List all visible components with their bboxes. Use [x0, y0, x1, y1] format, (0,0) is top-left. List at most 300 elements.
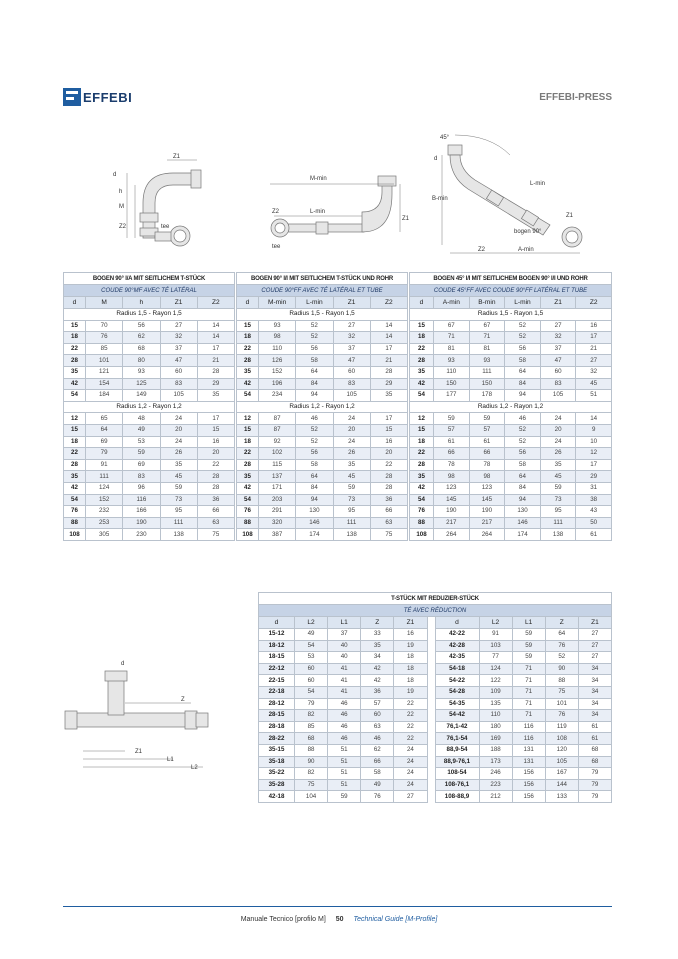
- table-cell: 116: [123, 494, 160, 506]
- fig3-label-bogen90: bogen 90°: [514, 229, 542, 235]
- table-cell: 138: [160, 529, 197, 541]
- table-cell: 83: [333, 378, 370, 390]
- table-cell: 35-28: [259, 779, 295, 791]
- table-cell: 27: [333, 320, 370, 332]
- table-cell: 22-12: [259, 663, 295, 675]
- table-row: [259, 686, 612, 698]
- table-cell: 82: [295, 768, 328, 780]
- table-cell: 108: [545, 733, 578, 745]
- table-cell: 15: [237, 320, 259, 332]
- table-cell: 88: [237, 517, 259, 529]
- table-cell: 110: [259, 343, 296, 355]
- column-header: Z2: [576, 297, 612, 309]
- table-cell: 18-15: [259, 652, 295, 664]
- table-cell: 102: [259, 448, 296, 460]
- table-cell: 108: [410, 529, 434, 541]
- table-cell: 79: [295, 698, 328, 710]
- table-cell: 43: [576, 506, 612, 518]
- table-cell: 66: [197, 506, 234, 518]
- table-header-row: [64, 297, 235, 309]
- table-cell: 42: [410, 482, 434, 494]
- table-cell: 154: [86, 378, 123, 390]
- fig2-label-mmin: M-min: [310, 176, 327, 182]
- table-cell: 63: [197, 517, 234, 529]
- section-header-cell: Radius 1,2 - Rayon 1,2: [64, 401, 235, 413]
- table-cell: 152: [259, 366, 296, 378]
- table-cell: 58: [505, 355, 541, 367]
- table-cell: 46: [328, 733, 361, 745]
- table-cell: 24: [394, 779, 427, 791]
- table-cell: 16: [576, 320, 612, 332]
- table-cell: 264: [434, 529, 470, 541]
- table-cell: 54: [410, 494, 434, 506]
- table-cell: 60: [160, 366, 197, 378]
- table-cell: 84: [296, 378, 333, 390]
- table-row: [259, 698, 612, 710]
- table-row: [64, 506, 235, 518]
- table-cell: 47: [160, 355, 197, 367]
- table-cell: 34: [578, 686, 611, 698]
- table-cell: 24: [540, 436, 576, 448]
- table-cell: 156: [512, 779, 545, 791]
- table-cell: 95: [540, 506, 576, 518]
- table-cell: 34: [361, 652, 394, 664]
- table-row: [237, 355, 408, 367]
- table-cell: 20: [160, 424, 197, 436]
- table-cell: 29: [197, 378, 234, 390]
- table-cell: 91: [479, 629, 512, 641]
- table-row: [259, 652, 612, 664]
- table-header-row: [259, 617, 612, 629]
- table-cell: 96: [123, 482, 160, 494]
- table-cell: 14: [370, 332, 407, 344]
- company-logo: [63, 88, 132, 106]
- table-cell: 35: [237, 366, 259, 378]
- table-cell: 69: [86, 436, 123, 448]
- table-cell: 27: [578, 640, 611, 652]
- table-row: [64, 482, 235, 494]
- table-cell: 22: [64, 343, 86, 355]
- table-cell: 10: [576, 436, 612, 448]
- table-cell: 137: [259, 471, 296, 483]
- table-cell: 52: [545, 652, 578, 664]
- table-cell: 19: [394, 686, 427, 698]
- table-cell: 52: [505, 424, 541, 436]
- table-cell: 18: [394, 675, 427, 687]
- table-cell: 108: [64, 529, 86, 541]
- table-row: [410, 448, 612, 460]
- table-cell: 71: [434, 332, 470, 344]
- table-cell: 59: [328, 791, 361, 803]
- table-cell: 173: [479, 756, 512, 768]
- table-cell: 35: [410, 366, 434, 378]
- table-row: [64, 517, 235, 529]
- table-cell: 22: [394, 733, 427, 745]
- table-row: [64, 424, 235, 436]
- table-cell: 35-22: [259, 768, 295, 780]
- table-cell: 52: [296, 424, 333, 436]
- table-cell: 28: [410, 459, 434, 471]
- section-header: [237, 401, 408, 413]
- table-row: [259, 744, 612, 756]
- table-row: [410, 320, 612, 332]
- table-cell: 28: [410, 355, 434, 367]
- table-cell: 133: [545, 791, 578, 803]
- table-cell: 131: [512, 744, 545, 756]
- table-cell: 88,9-54: [435, 744, 479, 756]
- table-cell: 108-76,1: [435, 779, 479, 791]
- column-gap: [427, 663, 435, 675]
- table-cell: 53: [295, 652, 328, 664]
- table-cell: 76: [86, 332, 123, 344]
- table-cell: 109: [479, 686, 512, 698]
- table-cell: 94: [505, 390, 541, 402]
- table-cell: 12: [64, 413, 86, 425]
- section-header-cell: Radius 1,2 - Rayon 1,2: [410, 401, 612, 413]
- table-cell: 78: [434, 459, 470, 471]
- table-row: [237, 471, 408, 483]
- table-cell: 38: [576, 494, 612, 506]
- column-header: L2: [479, 617, 512, 629]
- column-header: d: [259, 617, 295, 629]
- fig4-label-z: Z: [181, 697, 185, 703]
- table-subtitle-cell: COUDE 90°FF AVEC TÉ LATÉRAL ET TUBE: [237, 285, 408, 297]
- table-cell: 64: [296, 471, 333, 483]
- table-cell: 41: [328, 675, 361, 687]
- table-subtitle: [259, 605, 612, 617]
- fig3-label-amin: A-min: [518, 247, 534, 253]
- table-cell: 60: [333, 366, 370, 378]
- table-row: [259, 721, 612, 733]
- table-cell: 28-18: [259, 721, 295, 733]
- table-row: [259, 710, 612, 722]
- table-row: [410, 413, 612, 425]
- table-cell: 58: [296, 459, 333, 471]
- table-row: [259, 640, 612, 652]
- table-cell: 203: [259, 494, 296, 506]
- table-title: [64, 273, 235, 285]
- table-reducing-tee: [258, 592, 612, 803]
- table-cell: 35: [64, 471, 86, 483]
- column-header: d: [410, 297, 434, 309]
- fig2-label-z1: Z1: [402, 216, 410, 222]
- table-cell: 76: [361, 791, 394, 803]
- table-cell: 190: [434, 506, 470, 518]
- table-cell: 29: [370, 378, 407, 390]
- table-cell: 28: [197, 366, 234, 378]
- table-cell: 26: [540, 448, 576, 460]
- table-cell: 145: [469, 494, 505, 506]
- table-cell: 14: [197, 332, 234, 344]
- table-row: [410, 355, 612, 367]
- table-cell: 123: [469, 482, 505, 494]
- table-cell: 83: [160, 378, 197, 390]
- table-cell: 17: [197, 343, 234, 355]
- table-cell: 28: [370, 366, 407, 378]
- column-gap: [427, 698, 435, 710]
- table-cell: 35-18: [259, 756, 295, 768]
- table-cell: 116: [512, 733, 545, 745]
- table-cell: 17: [576, 459, 612, 471]
- table-cell: 22: [370, 459, 407, 471]
- table-cell: 305: [86, 529, 123, 541]
- table-cell: 116: [512, 721, 545, 733]
- table-title-cell: BOGEN 90° I/A MIT SEITLICHEM T-STÜCK: [64, 273, 235, 285]
- table-row: [64, 529, 235, 541]
- table-cell: 35: [64, 366, 86, 378]
- table-row: [64, 459, 235, 471]
- table-cell: 27: [160, 320, 197, 332]
- table-row: [410, 459, 612, 471]
- column-header: B-min: [469, 297, 505, 309]
- table-row: [237, 436, 408, 448]
- table-cell: 59: [469, 413, 505, 425]
- footer-rule: [63, 906, 612, 907]
- table-row: [237, 343, 408, 355]
- table-row: [237, 332, 408, 344]
- table-cell: 22: [64, 448, 86, 460]
- table-row: [64, 332, 235, 344]
- table-cell: 94: [296, 390, 333, 402]
- table-cell: 45: [540, 471, 576, 483]
- section-header: [410, 401, 612, 413]
- fig1-label-tee: tee: [161, 224, 170, 230]
- table-cell: 12: [237, 413, 259, 425]
- table-cell: 71: [469, 332, 505, 344]
- fig2-label-tee: tee: [272, 244, 281, 250]
- table-row: [64, 320, 235, 332]
- table-subtitle-cell: COUDE 90°MF AVEC TÉ LATÉRAL: [64, 285, 235, 297]
- table-row: [237, 424, 408, 436]
- table-cell: 78: [469, 459, 505, 471]
- table-cell: 9: [576, 424, 612, 436]
- table-cell: 45: [160, 471, 197, 483]
- table-row: [64, 413, 235, 425]
- table-cell: 71: [512, 686, 545, 698]
- table-cell: 18: [410, 436, 434, 448]
- table-cell: 52: [505, 436, 541, 448]
- table-cell: 150: [434, 378, 470, 390]
- table-cell: 42: [64, 378, 86, 390]
- table-cell: 75: [545, 686, 578, 698]
- table-cell: 17: [576, 332, 612, 344]
- table-cell: 37: [540, 343, 576, 355]
- table-row: [410, 424, 612, 436]
- column-header: h: [123, 297, 160, 309]
- table-cell: 28-12: [259, 698, 295, 710]
- table-cell: 93: [259, 320, 296, 332]
- table-cell: 79: [86, 448, 123, 460]
- section-header-cell: Radius 1,5 - Rayon 1,5: [237, 309, 408, 321]
- table-cell: 79: [578, 779, 611, 791]
- table-cell: 52: [505, 320, 541, 332]
- table-cell: 59: [512, 640, 545, 652]
- table-cell: 56: [505, 343, 541, 355]
- column-header: d: [237, 297, 259, 309]
- table-cell: 184: [86, 390, 123, 402]
- column-header: d: [64, 297, 86, 309]
- column-header: M: [86, 297, 123, 309]
- fig3-label-d: d: [434, 156, 438, 162]
- table-cell: 60: [295, 675, 328, 687]
- table-cell: 24: [394, 756, 427, 768]
- table-cell: 45: [576, 378, 612, 390]
- table-cell: 54: [64, 390, 86, 402]
- table-cell: 22: [410, 448, 434, 460]
- table-row: [410, 436, 612, 448]
- table-cell: 171: [259, 482, 296, 494]
- table-cell: 123: [434, 482, 470, 494]
- table-cell: 93: [123, 366, 160, 378]
- table-cell: 119: [545, 721, 578, 733]
- table-cell: 83: [123, 471, 160, 483]
- table-cell: 42: [237, 482, 259, 494]
- table-cell: 15: [64, 424, 86, 436]
- table-cell: 98: [434, 471, 470, 483]
- table-cell: 253: [86, 517, 123, 529]
- table-cell: 49: [295, 629, 328, 641]
- table-cell: 27: [578, 652, 611, 664]
- fig3-label-z2: Z2: [478, 247, 486, 253]
- table-cell: 56: [505, 448, 541, 460]
- table-cell: 54-42: [435, 710, 479, 722]
- table-cell: 63: [370, 517, 407, 529]
- table-row: [237, 506, 408, 518]
- table-cell: 64: [505, 366, 541, 378]
- table-cell: 145: [434, 494, 470, 506]
- table-cell: 77: [479, 652, 512, 664]
- table-cell: 130: [296, 506, 333, 518]
- column-gap: [427, 629, 435, 641]
- table-cell: 177: [434, 390, 470, 402]
- table-cell: 110: [479, 710, 512, 722]
- table-row: [259, 629, 612, 641]
- table-cell: 76,1-42: [435, 721, 479, 733]
- table-cell: 111: [333, 517, 370, 529]
- table-cell: 67: [434, 320, 470, 332]
- table-cell: 68: [578, 756, 611, 768]
- table-cell: 22: [237, 343, 259, 355]
- table-cell: 16: [394, 629, 427, 641]
- table-cell: 19: [394, 640, 427, 652]
- table-row: [410, 494, 612, 506]
- table-cell: 28: [237, 355, 259, 367]
- table-cell: 61: [578, 721, 611, 733]
- table-cell: 98: [469, 471, 505, 483]
- table-cell: 76: [545, 640, 578, 652]
- table-cell: 93: [469, 355, 505, 367]
- table-row: [237, 529, 408, 541]
- table-cell: 50: [576, 517, 612, 529]
- table-cell: 76: [410, 506, 434, 518]
- table-cell: 71: [512, 675, 545, 687]
- table-cell: 59: [512, 652, 545, 664]
- column-header: Z: [545, 617, 578, 629]
- fig1-label-d: d: [113, 172, 117, 178]
- table-cell: 18: [64, 332, 86, 344]
- table-cell: 58: [505, 459, 541, 471]
- table-cell: 36: [197, 494, 234, 506]
- fig1-label-z2: Z2: [119, 224, 127, 230]
- table-subtitle-cell: COUDE 45°FF AVEC COUDE 90°FF LATÉRAL ET TUBE: [410, 285, 612, 297]
- table-cell: 40: [328, 652, 361, 664]
- table-cell: 75: [197, 529, 234, 541]
- table-cell: 40: [328, 640, 361, 652]
- column-gap: [427, 779, 435, 791]
- table-cell: 71: [512, 710, 545, 722]
- table-cell: 67: [469, 320, 505, 332]
- table-cell: 24: [394, 744, 427, 756]
- table-subtitle: [64, 285, 235, 297]
- column-header: L-min: [505, 297, 541, 309]
- table-row: [237, 378, 408, 390]
- table-title: [259, 593, 612, 605]
- table-cell: 37: [333, 343, 370, 355]
- table-row: [237, 494, 408, 506]
- table-cell: 15: [370, 424, 407, 436]
- table-cell: 122: [479, 675, 512, 687]
- table-cell: 90: [545, 663, 578, 675]
- table-row: [64, 343, 235, 355]
- table-cell: 46: [505, 413, 541, 425]
- table-cell: 196: [259, 378, 296, 390]
- table-cell: 59: [333, 482, 370, 494]
- fig4-label-l2: L2: [191, 765, 198, 771]
- table-cell: 47: [540, 355, 576, 367]
- table-cell: 60: [295, 663, 328, 675]
- table-cell: 54: [237, 494, 259, 506]
- table-cell: 34: [578, 710, 611, 722]
- table-cell: 87: [259, 413, 296, 425]
- fig2-label-z2: Z2: [272, 209, 280, 215]
- table-cell: 48: [123, 413, 160, 425]
- brand-title: EFFEBI-PRESS: [539, 92, 612, 103]
- table-cell: 35: [410, 471, 434, 483]
- table-cell: 124: [479, 663, 512, 675]
- table-row: [259, 663, 612, 675]
- section-header: [64, 309, 235, 321]
- table-cell: 28: [197, 482, 234, 494]
- table-cell: 21: [576, 343, 612, 355]
- table-cell: 20: [370, 448, 407, 460]
- table-cell: 54-22: [435, 675, 479, 687]
- table-cell: 35-15: [259, 744, 295, 756]
- column-header: L1: [512, 617, 545, 629]
- table-cell: 144: [545, 779, 578, 791]
- table-cell: 66: [370, 506, 407, 518]
- table-row: [259, 733, 612, 745]
- fig1-label-z1: Z1: [173, 154, 181, 160]
- table-row: [237, 413, 408, 425]
- table-cell: 56: [296, 448, 333, 460]
- table-cell: 42: [64, 482, 86, 494]
- table-cell: 42-18: [259, 791, 295, 803]
- figure-elbow-tee-tube: [262, 162, 410, 252]
- table-cell: 41: [328, 663, 361, 675]
- table-header-row: [410, 297, 612, 309]
- table-cell: 58: [361, 768, 394, 780]
- table-row: [259, 779, 612, 791]
- table-cell: 217: [469, 517, 505, 529]
- column-gap: [427, 675, 435, 687]
- table-cell: 146: [505, 517, 541, 529]
- table-cell: 93: [434, 355, 470, 367]
- fig1-label-h: h: [119, 189, 123, 195]
- fig3-label-45: 45°: [440, 135, 450, 141]
- table-cell: 27: [578, 629, 611, 641]
- column-header: L-min: [296, 297, 333, 309]
- figure-elbow-tee: [105, 148, 215, 253]
